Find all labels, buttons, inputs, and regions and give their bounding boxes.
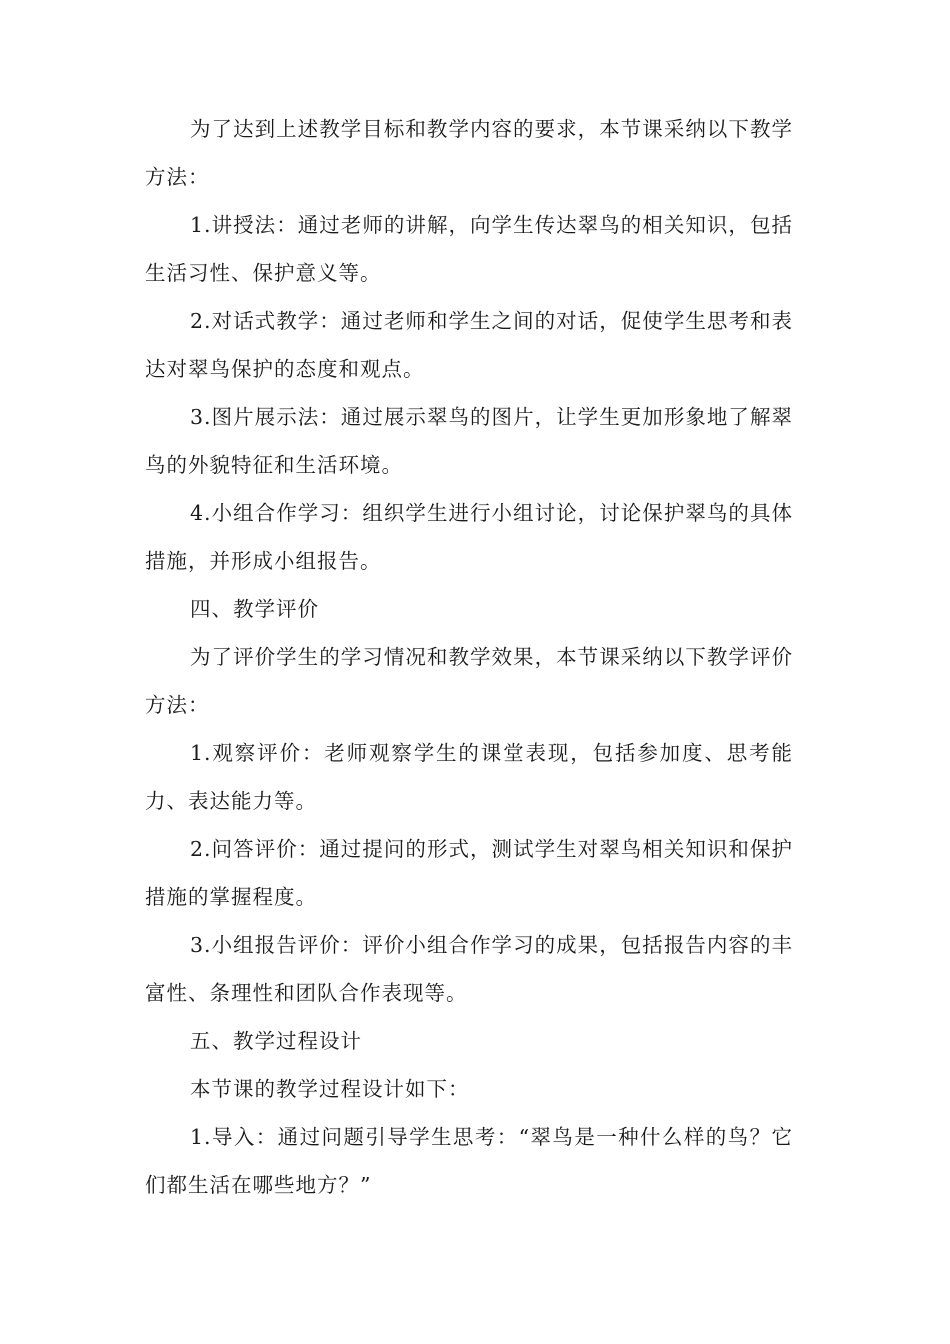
intro-methods-paragraph: 为了达到上述教学目标和教学内容的要求，本节课采纳以下教学方法： [145,117,793,189]
evaluation-observation-paragraph: 1.观察评价：老师观察学生的课堂表现，包括参加度、思考能力、表达能力等。 [145,741,793,813]
process-intro-paragraph: 本节课的教学过程设计如下： [190,1077,470,1101]
section-heading-process: 五、教学过程设计 [190,1029,362,1053]
method-group-paragraph: 4.小组合作学习：组织学生进行小组讨论，讨论保护翠鸟的具体措施，并形成小组报告。 [145,501,793,573]
intro-evaluation-paragraph: 为了评价学生的学习情况和教学效果，本节课采纳以下教学评价方法： [145,645,793,717]
evaluation-report-paragraph: 3.小组报告评价：评价小组合作学习的成果，包括报告内容的丰富性、条理性和团队合作表现等。 [145,933,793,1005]
section-heading-evaluation: 四、教学评价 [190,597,319,621]
document-body [145,105,793,1209]
method-picture-paragraph: 3.图片展示法：通过展示翠鸟的图片，让学生更加形象地了解翠鸟的外貌特征和生活环境。 [145,405,793,477]
process-lead-in-paragraph: 1.导入：通过问题引导学生思考：“翠鸟是一种什么样的鸟？它们都生活在哪些地方？” [145,1125,793,1197]
method-lecture-paragraph: 1.讲授法：通过老师的讲解，向学生传达翠鸟的相关知识，包括生活习性、保护意义等。 [145,213,793,285]
method-dialogue-paragraph: 2.对话式教学：通过老师和学生之间的对话，促使学生思考和表达对翠鸟保护的态度和观点。 [145,309,793,381]
evaluation-qa-paragraph: 2.问答评价：通过提问的形式，测试学生对翠鸟相关知识和保护措施的掌握程度。 [145,837,793,909]
